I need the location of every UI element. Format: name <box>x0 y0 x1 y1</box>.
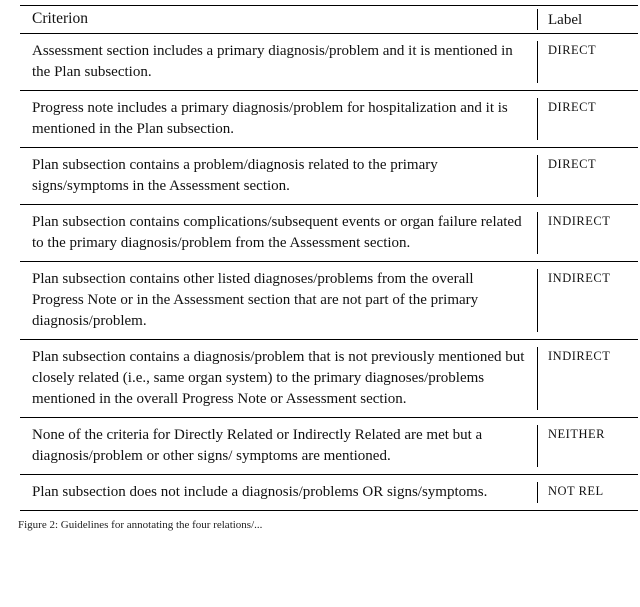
table-row <box>20 474 638 510</box>
header-criterion: Criterion <box>32 10 88 27</box>
criterion-text: Plan subsection contains a problem/diagnosis related to the primary signs/symptoms in the Assessment section. <box>32 157 438 194</box>
label-text: NEITHER <box>537 425 638 467</box>
criterion-text: Plan subsection contains complications/subsequent events or organ failure related to the primary diagnosis/problem from the Assessment section. <box>32 214 522 251</box>
table-row <box>20 417 638 474</box>
criterion-text: Progress note includes a primary diagnosis/problem for hospitalization and it is mentioned in the Plan subsection. <box>32 100 508 137</box>
table-row <box>20 261 638 339</box>
criterion-text: Assessment section includes a primary diagnosis/problem and it is mentioned in the Plan subsection. <box>32 43 513 80</box>
criteria-table <box>20 5 638 511</box>
label-text: DIRECT <box>537 41 638 83</box>
label-text: INDIRECT <box>537 212 638 254</box>
criterion-text: Plan subsection does not include a diagnosis/problems OR signs/symptoms. <box>32 484 488 500</box>
table-row <box>20 147 638 204</box>
table-row <box>20 33 638 90</box>
criterion-text: Plan subsection contains a diagnosis/problem that is not previously mentioned but closely related (i.e., same organ system) to the primary diagnoses/problems mentioned in the overall Progress Note or Assessment section. <box>32 349 525 407</box>
label-text: INDIRECT <box>537 347 638 410</box>
label-text: NOT REL <box>537 482 638 503</box>
table-row <box>20 339 638 417</box>
label-text: DIRECT <box>537 155 638 197</box>
table-header-row <box>20 6 638 33</box>
label-text: INDIRECT <box>537 269 638 332</box>
header-label: Label <box>537 9 638 30</box>
criterion-text: Plan subsection contains other listed diagnoses/problems from the overall Progress Note or in the Assessment section that are not part of the primary diagnosis/problem. <box>32 271 479 329</box>
table-row <box>20 204 638 261</box>
label-text: DIRECT <box>537 98 638 140</box>
table-row <box>20 90 638 147</box>
criterion-text: None of the criteria for Directly Related or Indirectly Related are met but a diagnosis/problem or other signs/ symptoms are mentioned. <box>32 427 483 464</box>
figure-caption: Figure 2: Guidelines for annotating the four relations/... <box>18 519 263 531</box>
